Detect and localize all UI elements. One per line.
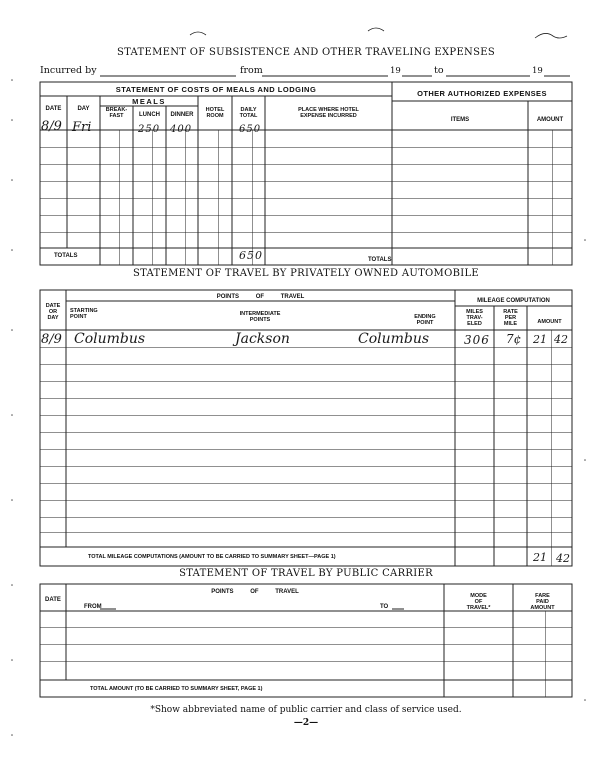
col-day: DAY	[77, 106, 90, 112]
meals-lodging-title: STATEMENT OF COSTS OF MEALS AND LODGING	[115, 85, 317, 94]
auto-entry-amount-cents: 42	[554, 333, 568, 346]
auto-entry-rate: 7¢	[506, 332, 522, 346]
meal-entry-daily-total: 650	[239, 124, 262, 135]
auto-entry-intermediate: Jackson	[235, 331, 290, 347]
public-total-label: TOTAL AMOUNT (TO BE CARRIED TO SUMMARY SHEET, PAGE 1)	[90, 686, 263, 692]
mileage-header: MILEAGE COMPUTATION	[477, 298, 550, 304]
public-carrier-title: STATEMENT OF TRAVEL BY PUBLIC CARRIER	[179, 568, 433, 579]
meals-header: MEALS	[132, 97, 166, 106]
auto-entry-date: 8/9	[41, 332, 62, 347]
public-col-mode: MODE OF TRAVEL*	[466, 593, 491, 611]
meals-totals-value: 650	[239, 249, 263, 262]
public-col-from: FROM	[84, 604, 102, 610]
col-place: PLACE WHERE HOTEL EXPENSE INCURRED	[298, 107, 359, 119]
year-label-2: 19	[532, 66, 543, 76]
auto-col-ending: ENDING POINT	[414, 314, 436, 326]
incurred-by-label: Incurred by	[40, 65, 97, 76]
auto-entry-ending: Columbus	[358, 331, 430, 347]
public-col-to: TO	[380, 604, 389, 610]
auto-total-cents: 42	[556, 552, 570, 565]
meal-entry-day: Fri	[72, 120, 92, 135]
auto-col-date: DATE OR DAY	[45, 303, 61, 321]
auto-col-intermediate: INTERMEDIATE POINTS	[239, 311, 281, 323]
col-amount: AMOUNT	[536, 117, 564, 123]
auto-col-rate: RATE PER MILE	[503, 309, 518, 327]
auto-total-label: TOTAL MILEAGE COMPUTATIONS (AMOUNT TO BE CARRIED TO SUMMARY SHEET—PAGE 1)	[88, 554, 336, 560]
auto-entry-starting: Columbus	[74, 331, 146, 347]
meal-entry-dinner: 400	[170, 124, 193, 135]
col-lunch: LUNCH	[139, 112, 160, 118]
col-breakfast: BREAK- FAST	[105, 107, 128, 119]
form-title: STATEMENT OF SUBSISTENCE AND OTHER TRAVELING EXPENSES	[116, 47, 495, 58]
public-points-header: POINTS OF TRAVEL	[211, 589, 299, 595]
year-label-1: 19	[390, 66, 401, 76]
other-expenses-title: OTHER AUTHORIZED EXPENSES	[417, 89, 547, 98]
auto-col-starting: STARTING POINT	[70, 308, 98, 320]
to-label: to	[434, 65, 444, 76]
from-label: from	[240, 65, 263, 76]
meal-entry-lunch: 250	[138, 124, 161, 135]
auto-col-amount: AMOUNT	[537, 319, 562, 325]
col-dinner: DINNER	[170, 112, 194, 118]
col-daily-total: DAILY TOTAL	[239, 107, 258, 119]
auto-entry-miles: 306	[464, 333, 490, 347]
auto-travel-title: STATEMENT OF TRAVEL BY PRIVATELY OWNED AUTOMOBILE	[132, 268, 480, 279]
public-col-fare: FARE PAID AMOUNT	[530, 593, 555, 611]
public-col-date: DATE	[45, 597, 61, 603]
auto-points-header: POINTS OF TRAVEL	[216, 294, 305, 300]
meals-totals-label: TOTALS	[54, 253, 78, 259]
meal-entry-date: 8/9	[41, 119, 62, 134]
col-date: DATE	[45, 106, 62, 112]
auto-entry-amount-dollars: 21	[533, 333, 547, 346]
auto-total-dollars: 21	[533, 551, 547, 564]
page-number: —2—	[293, 718, 319, 728]
col-hotel-room: HOTEL ROOM	[205, 107, 225, 119]
other-totals-label: TOTALS	[368, 257, 392, 263]
footnote: *Show abbreviated name of public carrier and class of service used.	[150, 705, 462, 715]
auto-col-miles: MILES TRAV- ELED	[466, 309, 483, 327]
col-items: ITEMS	[450, 117, 470, 123]
